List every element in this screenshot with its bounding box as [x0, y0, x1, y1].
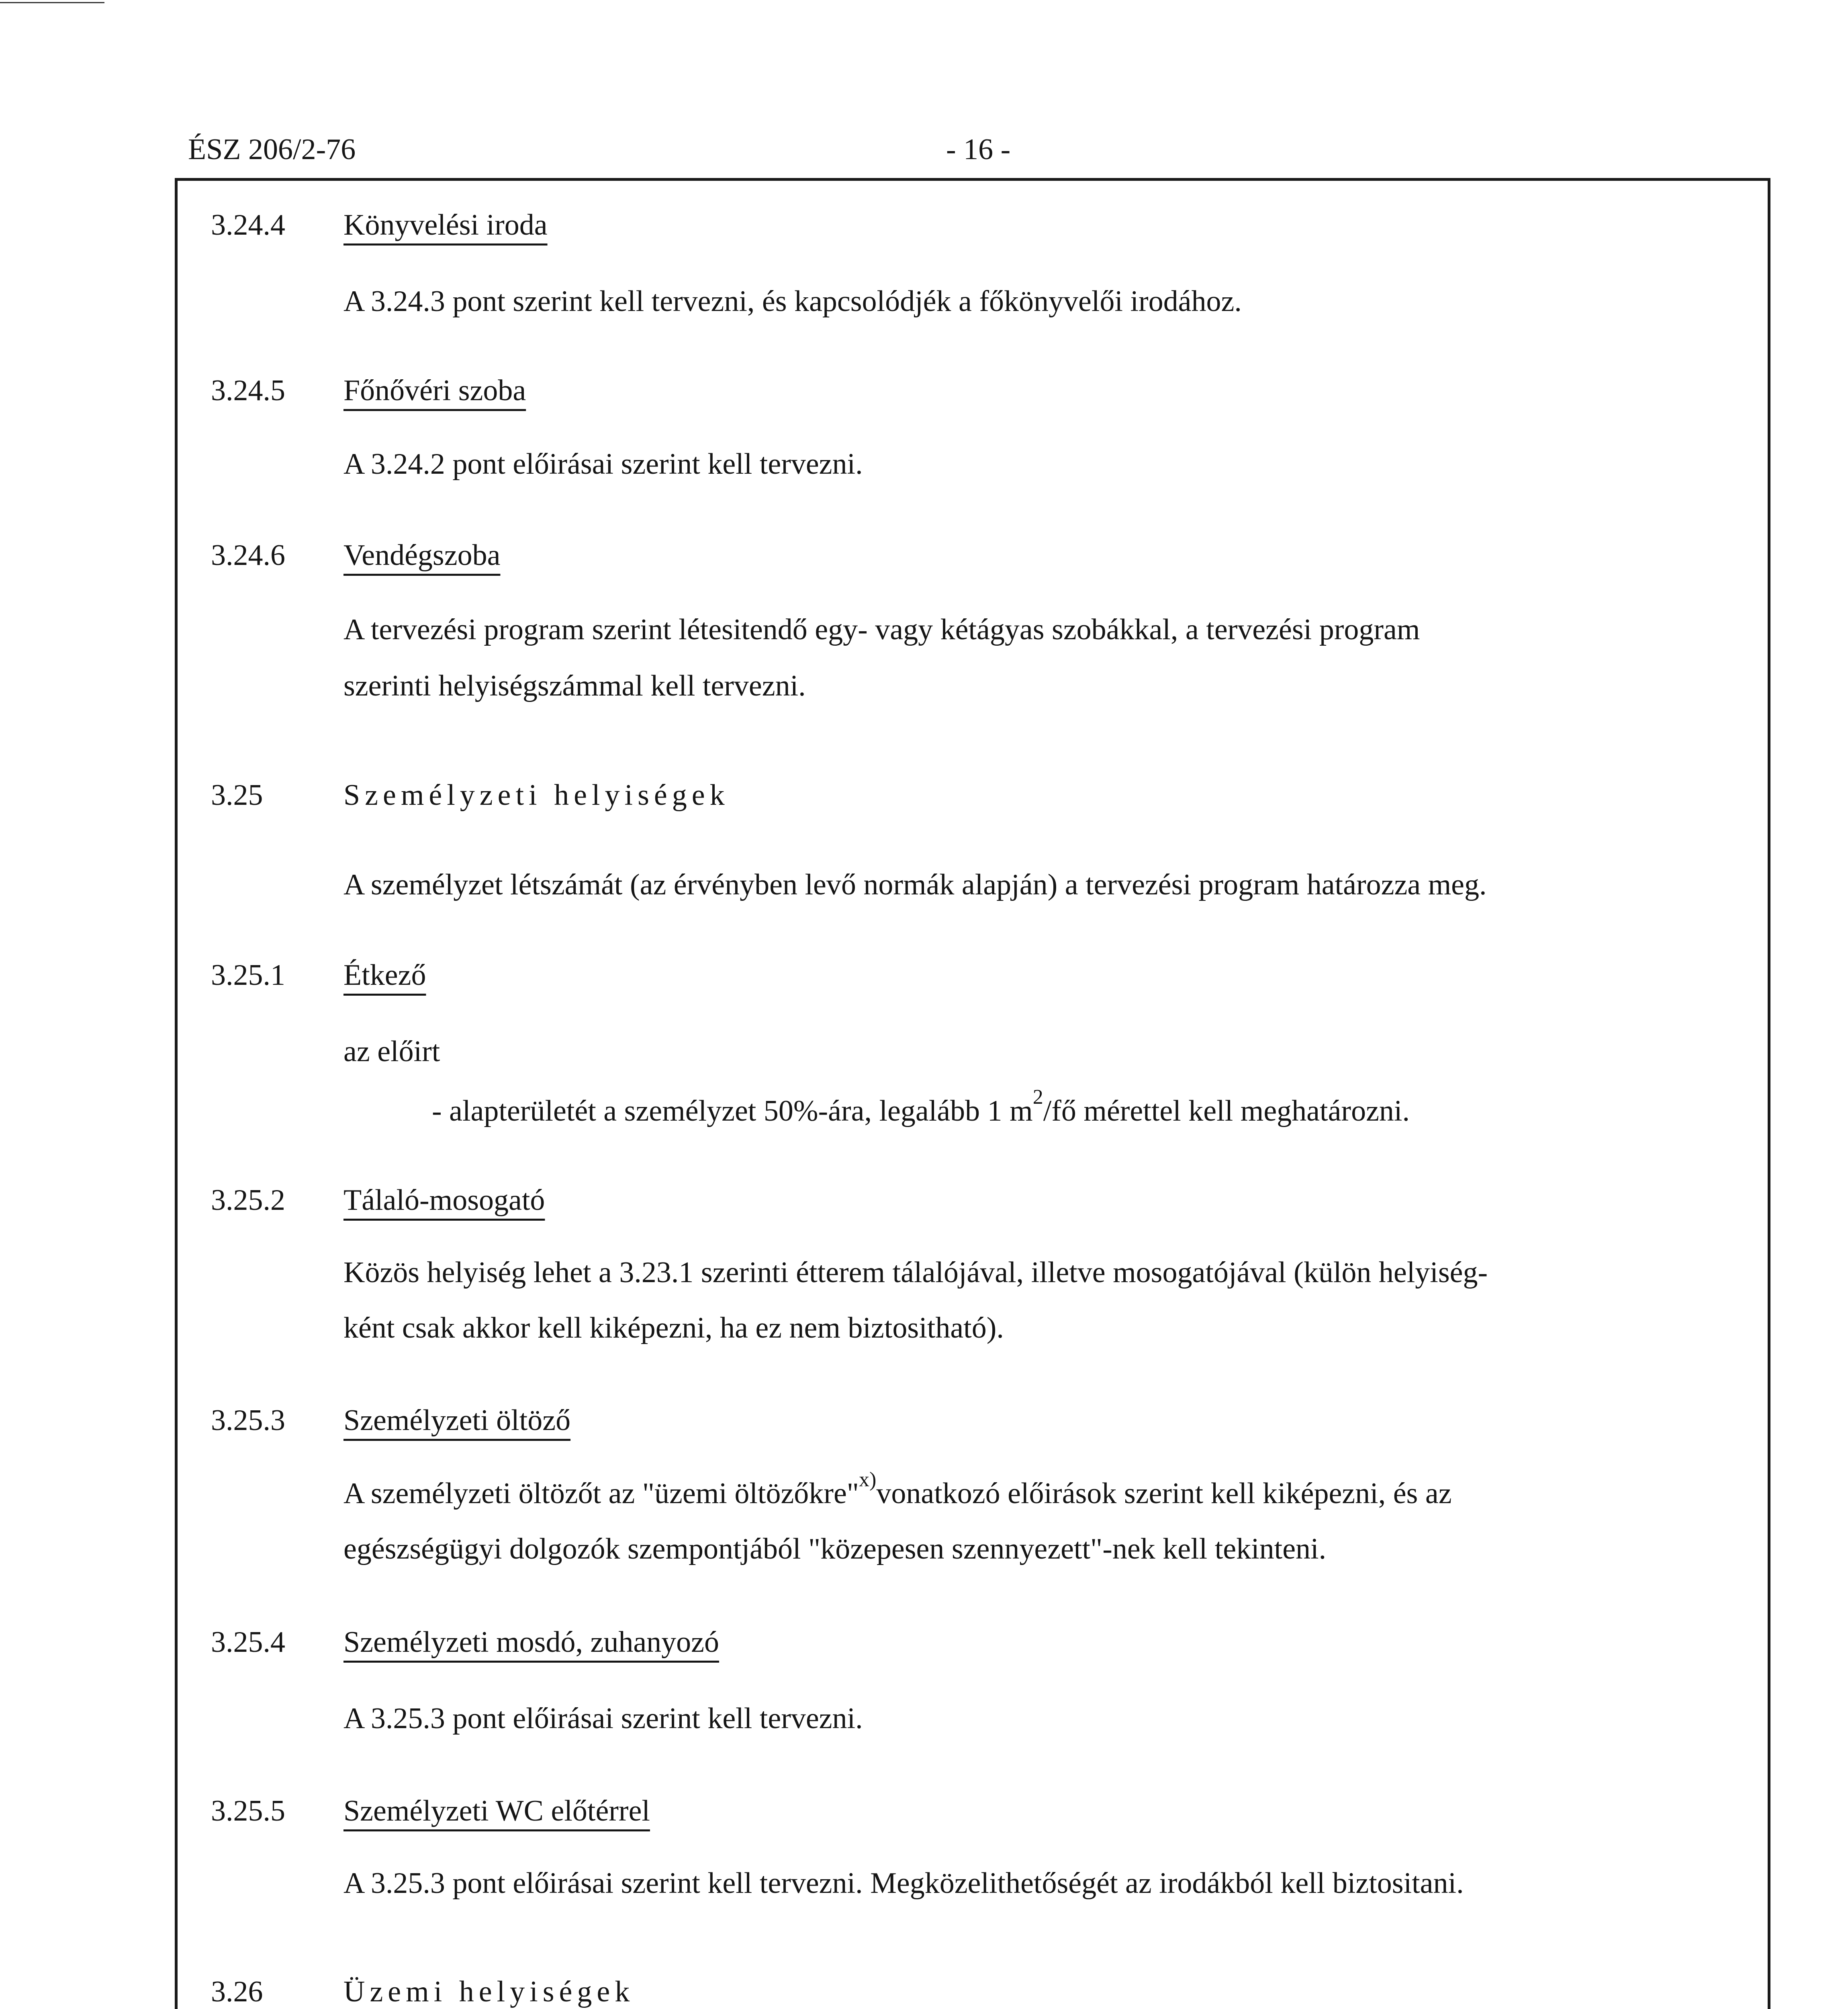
section-title: Könyvelési iroda	[343, 209, 548, 241]
paragraph-text: A személyzeti öltözőt az "üzemi öltözőkre"	[343, 1477, 859, 1510]
paragraph-line: A tervezési program szerint létesitendő egy- vagy kétágyas szobákkal, a tervezési program	[343, 613, 1420, 646]
section-number: 3.25.2	[211, 1184, 285, 1217]
section-title: Személyzeti öltöző	[343, 1404, 571, 1437]
paragraph-line	[343, 1468, 1452, 1510]
page-number: - 16 -	[946, 133, 1011, 166]
section-title: Tálaló-mosogató	[343, 1184, 545, 1217]
paragraph-text-cont: vonatkozó előirások szerint kell kiképezni, és az	[876, 1477, 1452, 1510]
paragraph-line: ként csak akkor kell kiképezni, ha ez nem biztositható).	[343, 1311, 1004, 1344]
paragraph: A 3.24.2 pont előirásai szerint kell tervezni.	[343, 448, 863, 481]
paragraph: A 3.25.3 pont előirásai szerint kell tervezni. Megközelithetőségét az irodákból kell biztositani.	[343, 1867, 1464, 1900]
paragraph-line: Közös helyiség lehet a 3.23.1 szerinti étterem tálalójával, illetve mosogatójával (külön helyiség-	[343, 1256, 1488, 1289]
section-title: Személyzeti helyiségek	[343, 779, 730, 812]
bullet-text: - alapterületét a személyzet 50%-ára, legalább 1 m	[432, 1095, 1033, 1127]
section-title: Üzemi helyiségek	[343, 1975, 635, 2008]
section-title: Étkező	[343, 959, 426, 992]
paragraph-line: szerinti helyiségszámmal kell tervezni.	[343, 669, 806, 702]
section-number: 3.25	[211, 779, 263, 812]
section-title: Személyzeti WC előtérrel	[343, 1794, 650, 1827]
paragraph: az előirt	[343, 1035, 440, 1068]
section-number: 3.25.1	[211, 959, 285, 992]
section-title: Személyzeti mosdó, zuhanyozó	[343, 1626, 720, 1659]
section-number: 3.26	[211, 1975, 263, 2008]
footnote-reference: x)	[859, 1468, 877, 1491]
section-title: Főnővéri szoba	[343, 374, 526, 407]
paragraph: A 3.24.3 pont szerint kell tervezni, és kapcsolódjék a főkönyvelői irodához.	[343, 285, 1242, 318]
paragraph-line: egészségügyi dolgozók szempontjából "közepesen szennyezett"-nek kell tekinteni.	[343, 1532, 1327, 1565]
document-id: ÉSZ 206/2-76	[188, 133, 356, 166]
superscript: 2	[1032, 1086, 1043, 1109]
bullet-text-cont: /fő mérettel kell meghatározni.	[1043, 1095, 1410, 1127]
section-number: 3.25.4	[211, 1626, 285, 1659]
paragraph: A személyzet létszámát (az érvényben levő normák alapján) a tervezési program határozza meg.	[343, 868, 1487, 901]
section-number: 3.24.5	[211, 374, 285, 407]
section-number: 3.24.6	[211, 539, 285, 572]
bullet-item	[432, 1086, 1410, 1127]
section-number: 3.24.4	[211, 209, 285, 241]
paragraph: A 3.25.3 pont előirásai szerint kell tervezni.	[343, 1702, 863, 1735]
section-number: 3.25.5	[211, 1794, 285, 1827]
section-number: 3.25.3	[211, 1404, 285, 1437]
section-title: Vendégszoba	[343, 539, 501, 572]
scan-edge-line	[0, 2, 104, 3]
